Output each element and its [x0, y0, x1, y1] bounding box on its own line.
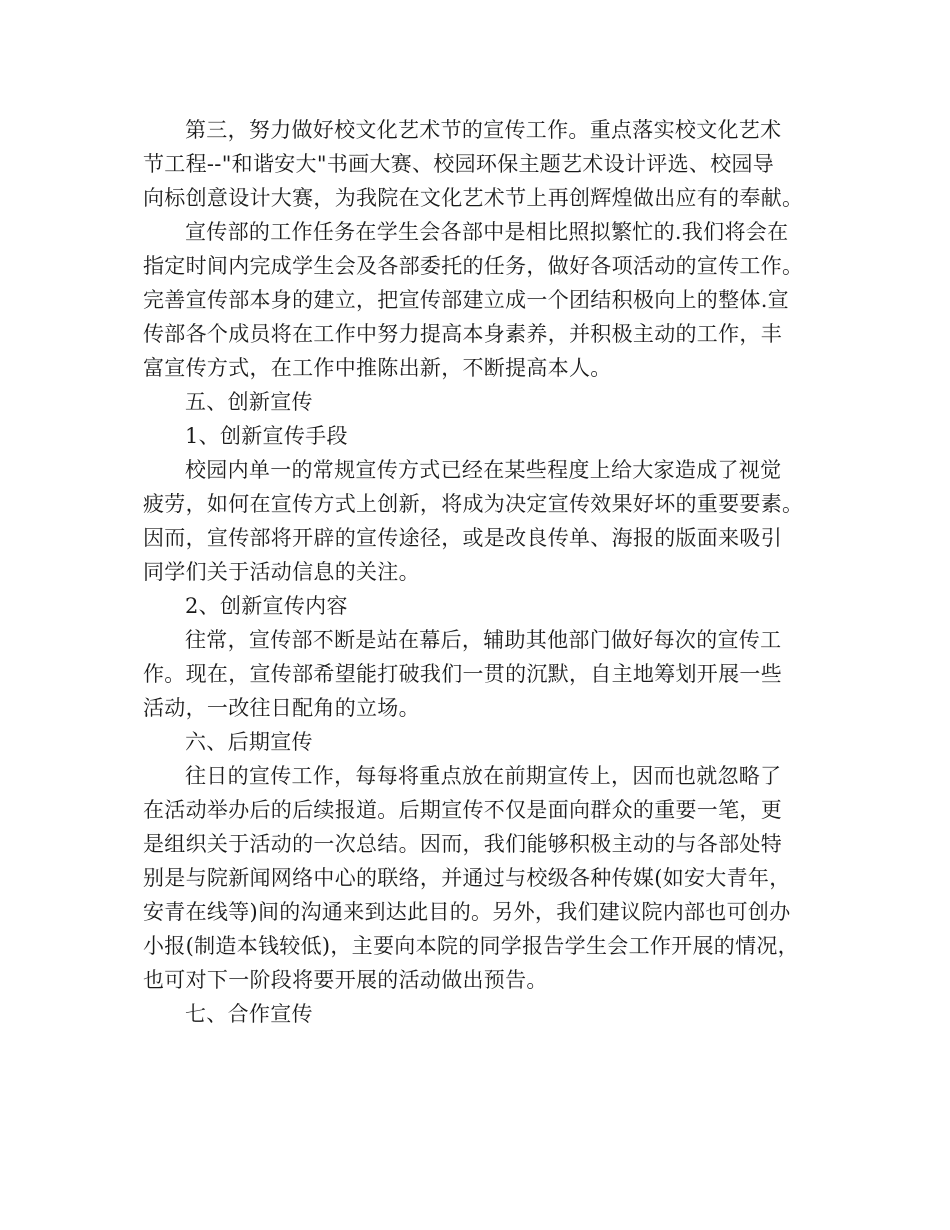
text-line: 七、合作宣传	[185, 1002, 313, 1026]
document-body	[143, 113, 823, 1031]
text-line: 富宣传方式，在工作中推陈出新，不断提高本人。	[143, 356, 612, 380]
text-line: 是组织关于活动的一次总结。因而，我们能够积极主动的与各部处特	[143, 832, 782, 856]
text-line: 别是与院新闻网络中心的联络，并通过与校级各种传媒(如安大青年，	[143, 866, 791, 890]
text-line: 传部各个成员将在工作中努力提高本身素养，并积极主动的工作，丰	[143, 322, 782, 346]
text-line: 在活动举办后的后续报道。后期宣传不仅是面向群众的重要一笔，更	[143, 798, 782, 822]
text-line: 同学们关于活动信息的关注。	[143, 560, 420, 584]
text-line: 因而，宣传部将开辟的宣传途径，或是改良传单、海报的版面来吸引	[143, 526, 782, 550]
text-line: 往常，宣传部不断是站在幕后，辅助其他部门做好每次的宣传工	[185, 628, 782, 652]
text-line: 五、创新宣传	[185, 390, 313, 414]
text-line: 宣传部的工作任务在学生会各部中是相比照拟繁忙的.我们将会在	[185, 220, 789, 244]
text-line: 往日的宣传工作，每每将重点放在前期宣传上，因而也就忽略了	[185, 764, 782, 788]
text-line: 也可对下一阶段将要开展的活动做出预告。	[143, 968, 548, 992]
text-line: 疲劳，如何在宣传方式上创新，将成为决定宣传效果好坏的重要要素。	[143, 492, 804, 516]
text-line: 向标创意设计大赛，为我院在文化艺术节上再创辉煌做出应有的奉献。	[143, 186, 804, 210]
text-line: 完善宣传部本身的建立，把宣传部建立成一个团结积极向上的整体.宣	[143, 288, 789, 312]
text-line: 六、后期宣传	[185, 730, 313, 754]
text-line: 指定时间内完成学生会及各部委托的任务，做好各项活动的宣传工作。	[143, 254, 804, 278]
text-line: 第三，努力做好校文化艺术节的宣传工作。重点落实校文化艺术	[185, 118, 782, 142]
text-line: 活动，一改往日配角的立场。	[143, 696, 420, 720]
text-line: 节工程--"和谐安大"书画大赛、校园环保主题艺术设计评选、校园导	[143, 152, 775, 176]
text-line: 1、创新宣传手段	[185, 424, 348, 448]
text-line: 作。现在，宣传部希望能打破我们一贯的沉默，自主地筹划开展一些	[143, 662, 782, 686]
text-line: 校园内单一的常规宣传方式已经在某些程度上给大家造成了视觉	[185, 458, 782, 482]
text-line: 小报(制造本钱较低)，主要向本院的同学报告学生会工作开展的情况，	[143, 934, 799, 958]
text-line: 安青在线等)间的沟通来到达此目的。另外，我们建议院内部也可创办	[143, 900, 791, 924]
text-line: 2、创新宣传内容	[185, 594, 348, 618]
